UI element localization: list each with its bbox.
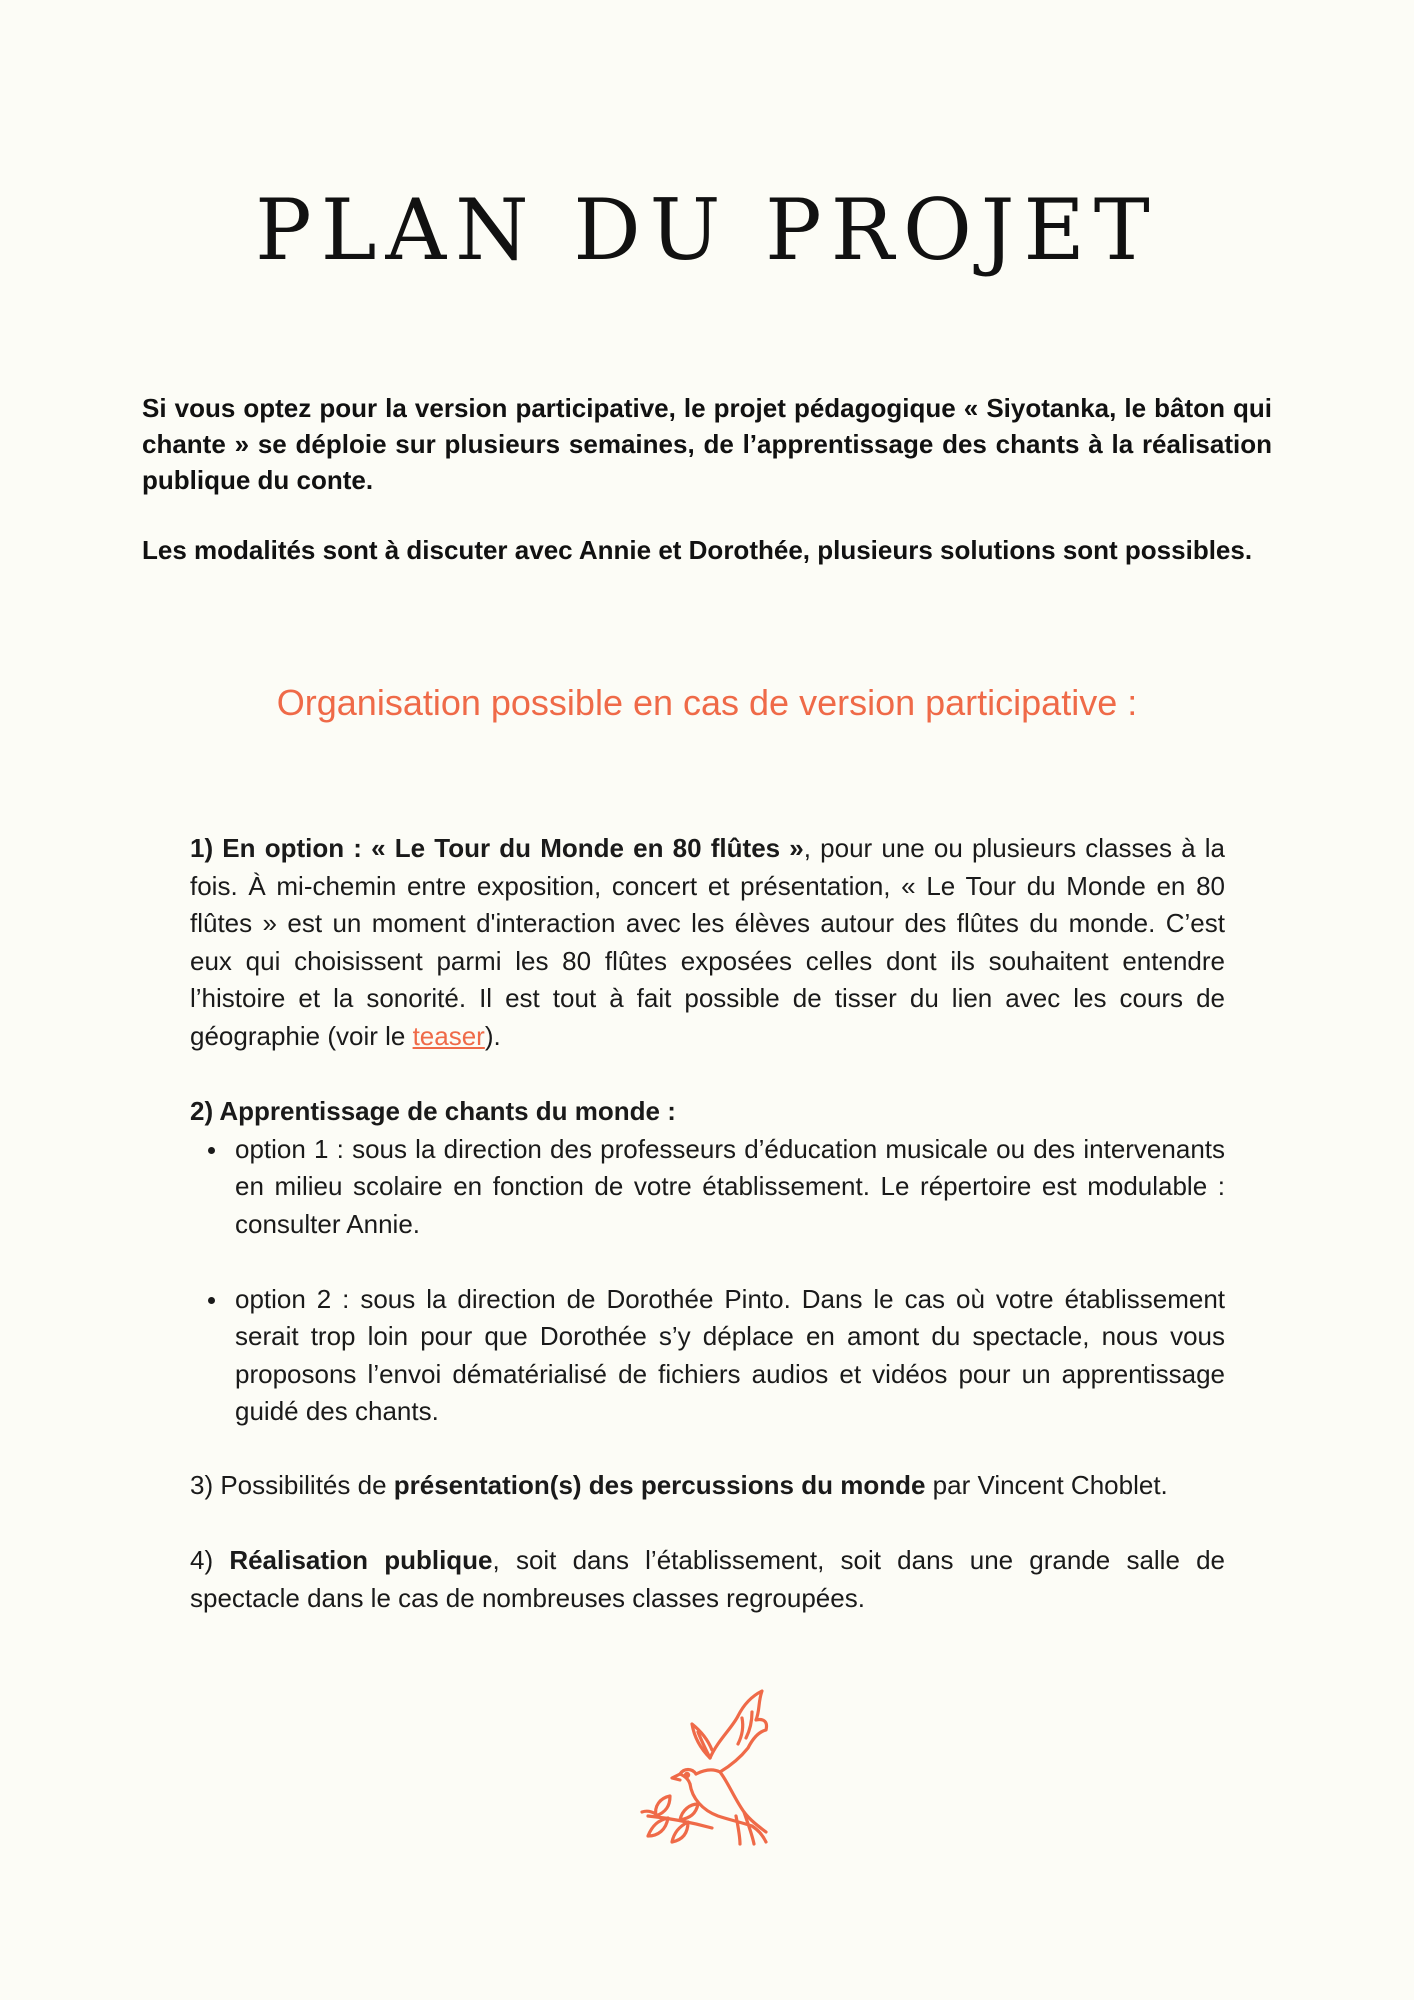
section-1 [190, 830, 1225, 1055]
section-3-prefix: 3) Possibilités de [190, 1470, 394, 1500]
section-4-suffix: , soit dans l’établissement, soit dans une grande salle de spectacle dans le cas de nombreuses classes regroupées. [190, 1545, 1226, 1613]
list-item-option-2: option 2 : sous la direction de Dorothée Pinto. Dans le cas où votre établissement serait trop loin pour que Dorothée s’y déplace en amont du spectacle, nous vous proposons l’envoi dématérialisé de fichiers audios et vidéos pour un apprentissage guidé des chants. [235, 1281, 1225, 1431]
section-1-text: , pour une ou plusieurs classes à la fois. À mi-chemin entre exposition, concert et présentation, « Le Tour du Monde en 80 flûtes » est un moment d'interaction avec les élèves autour des flûtes du monde. C’est eux qui choisissent parmi les 80 flûtes exposées celles dont ils souhaitent entendre l’histoire et la sonorité. Il est tout à fait possible de tisser du lien avec les cours de géographie (voir le [190, 833, 1225, 1051]
section-4-bold: Réalisation publique [229, 1545, 493, 1575]
dove-with-branch-icon [640, 1688, 775, 1850]
teaser-link[interactable]: teaser [412, 1020, 485, 1051]
section-4 [190, 1542, 1225, 1617]
list-item-option-1: option 1 : sous la direction des professeurs d’éducation musicale ou des intervenants en milieu scolaire en fonction de votre établissement. Le répertoire est modulable : consulter Annie. [235, 1131, 1225, 1244]
section-subtitle: Organisation possible en cas de version participative : [276, 682, 1138, 723]
options-list [190, 1131, 1225, 1431]
page-title: PLAN DU PROJET [255, 181, 1159, 279]
section-3 [190, 1467, 1225, 1505]
section-1-lead: 1) En option : « Le Tour du Monde en 80 flûtes » [190, 833, 804, 863]
section-1-text-end: ). [484, 1020, 501, 1051]
intro-paragraph-2 [142, 532, 1272, 568]
section-4-prefix: 4) [190, 1545, 230, 1575]
section-3-suffix: par Vincent Choblet. [925, 1470, 1168, 1500]
section-2 [190, 1093, 1225, 1431]
intro-text-1: Si vous optez pour la version participative, le projet pédagogique « Siyotanka, le bâton qui chante » se déploie sur plusieurs semaines, de l’apprentissage des chants à la réalisation publique du conte. [142, 393, 1272, 495]
intro-paragraph-1 [142, 390, 1272, 498]
section-3-bold: présentation(s) des percussions du monde [393, 1470, 926, 1500]
section-2-heading: 2) Apprentissage de chants du monde : [190, 1096, 676, 1126]
section-1-paragraph [190, 830, 1225, 1055]
section-4-paragraph [190, 1542, 1225, 1617]
intro-text-2: Les modalités sont à discuter avec Annie et Dorothée, plusieurs solutions sont possibles. [142, 535, 1253, 565]
section-3-paragraph [190, 1467, 1225, 1505]
